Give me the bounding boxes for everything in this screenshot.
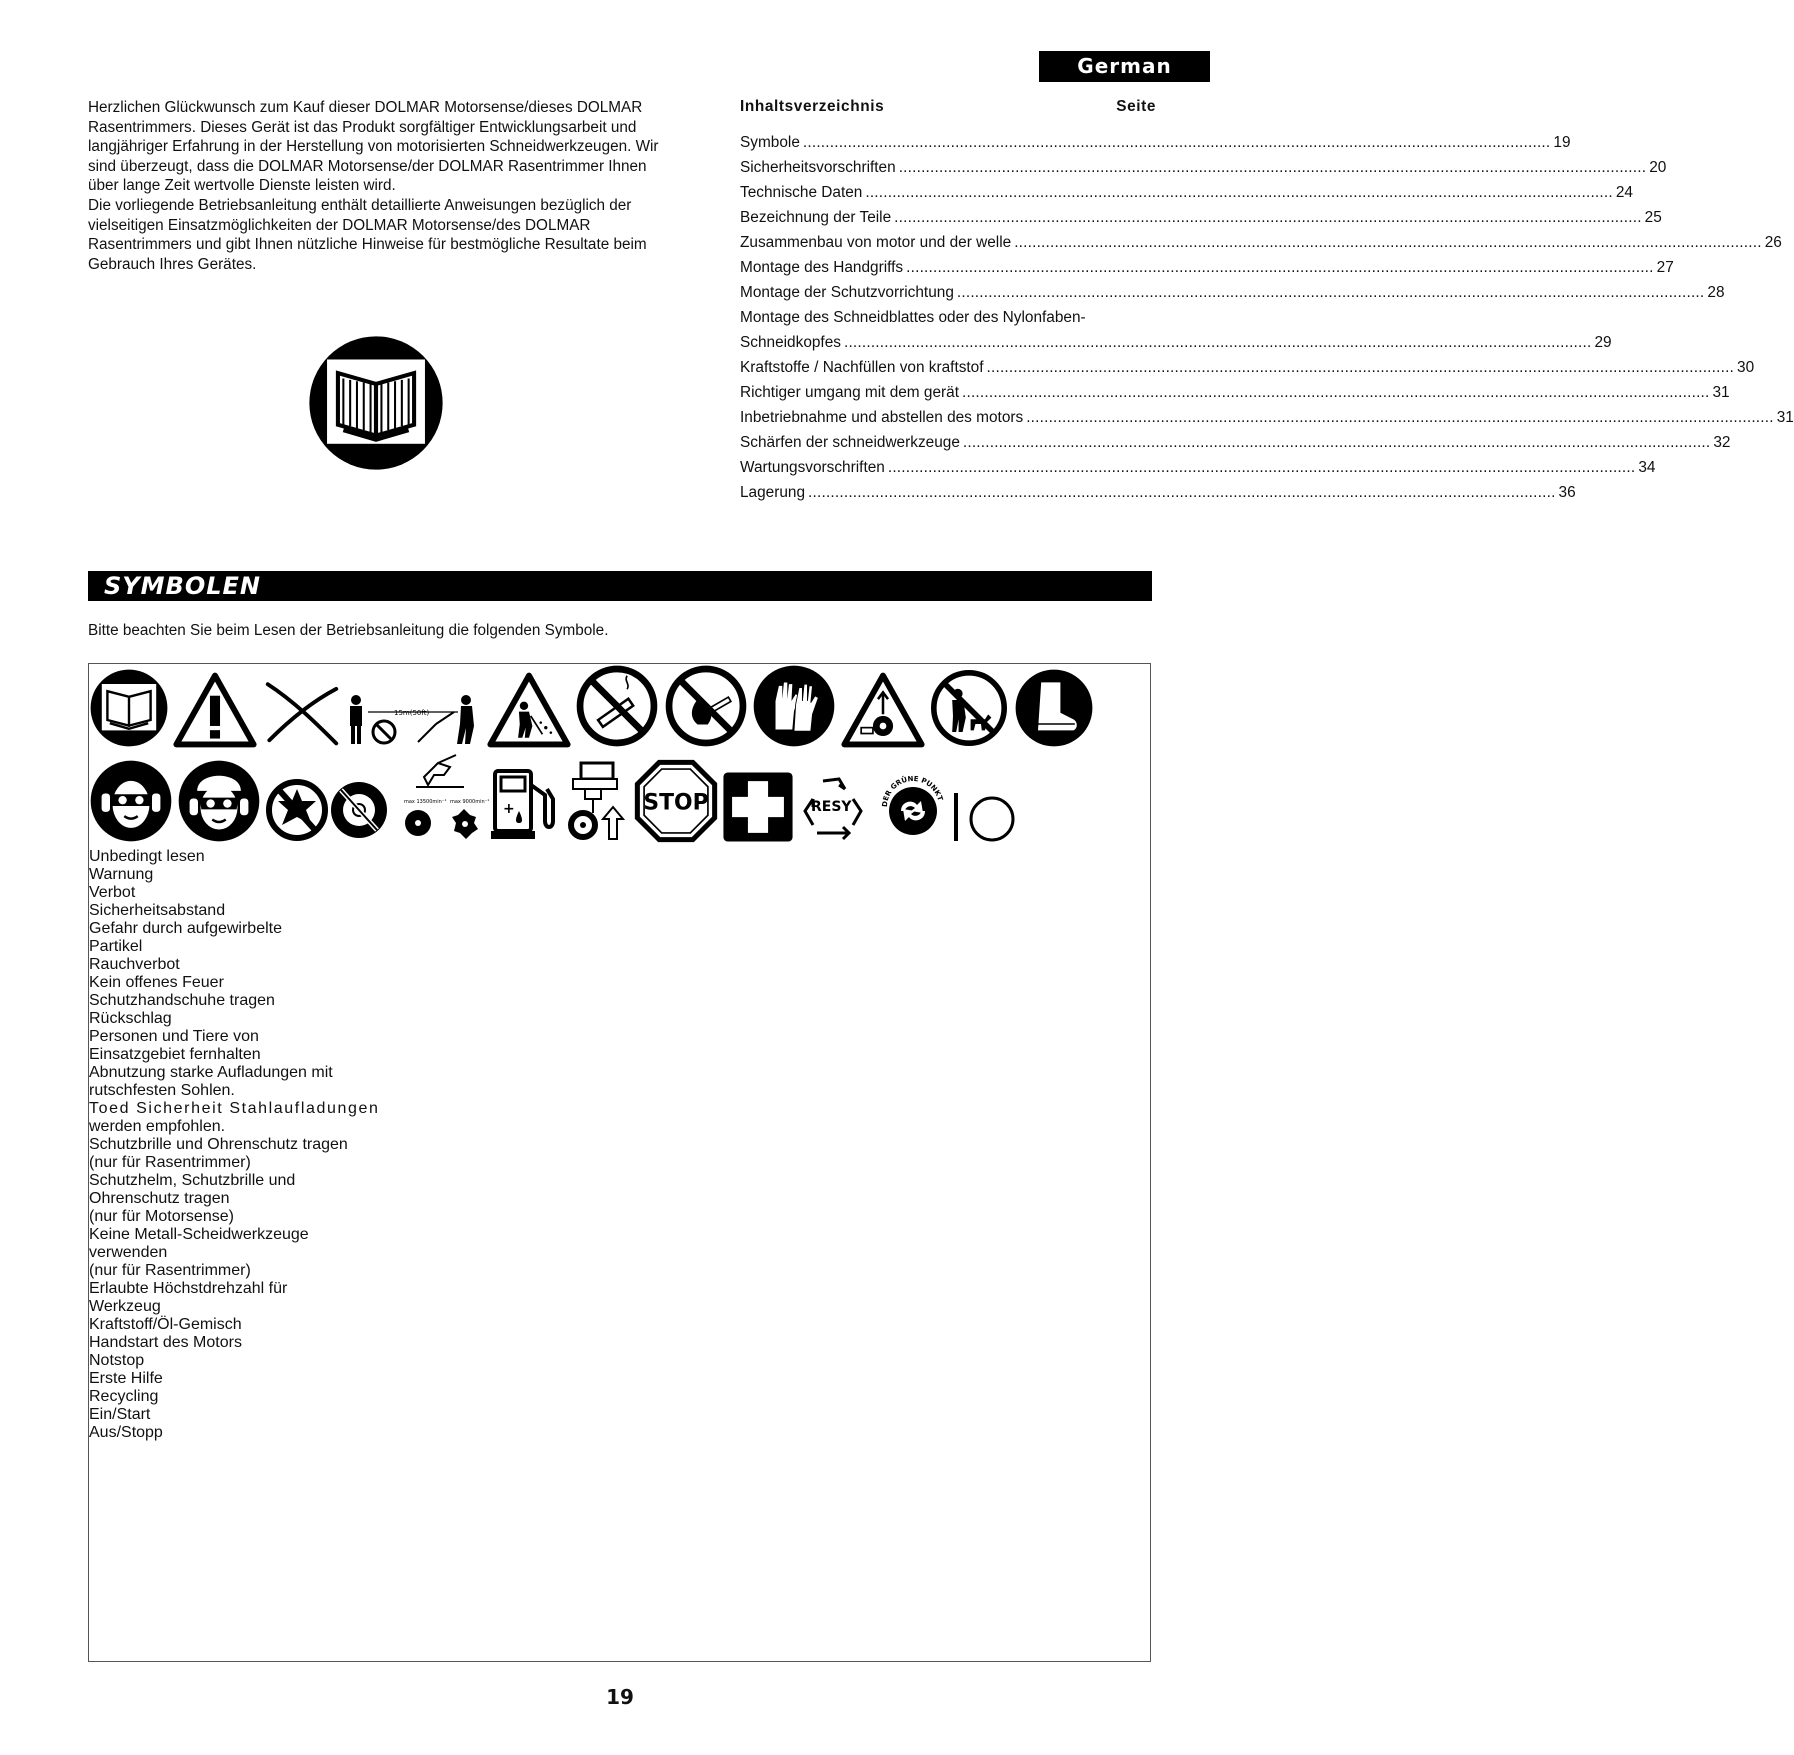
toc-item [740, 130, 1571, 155]
no-smoking-icon [575, 664, 659, 748]
toc-item-label: Lagerung [740, 484, 806, 501]
toc-item-page: 24 [1615, 184, 1633, 201]
symbol-label-line: Notstop [89, 1352, 145, 1369]
toc-leader-dots [1014, 230, 1762, 255]
symbol-label-line: Toed Sicherheit Stahlaufladungen [89, 1100, 380, 1117]
no-open-flame-icon [664, 664, 748, 748]
symbol-label-line: Gefahr durch aufgewirbelte [89, 920, 282, 937]
symbol-label-line: Schutzhelm, Schutzbrille und [89, 1172, 296, 1189]
symbol-label-line: Werkzeug [89, 1298, 161, 1315]
wear-gloves-icon [752, 664, 836, 748]
toc-leader-dots [899, 155, 1647, 180]
toc-item-label: Montage der Schutzvorrichtung [740, 284, 954, 301]
toc-item-label: Inbetriebnahme und abstellen des motors [740, 409, 1024, 426]
symbol-label [89, 1334, 1150, 1352]
symbol-label [89, 1136, 1150, 1172]
toc-item-label: Schneidkopfes [740, 334, 841, 351]
warning-triangle-icon [173, 672, 257, 748]
symbol-label-line: Warnung [89, 866, 154, 883]
toc-leader-dots [1026, 405, 1774, 430]
symbol-label [89, 848, 1150, 866]
toc-item [740, 280, 1725, 305]
toc-item-label: Montage des Handgriffs [740, 259, 904, 276]
read-manual-icon [89, 668, 169, 748]
toc-item [740, 330, 1612, 355]
symbol-label-line: (nur für Rasentrimmer) [89, 1154, 251, 1171]
toc-leader-dots [803, 130, 1551, 155]
toc-item-label: Zusammenbau von motor und der welle [740, 234, 1012, 251]
toc-item-label: Richtiger umgang mit dem gerät [740, 384, 959, 401]
symbol-label [89, 902, 1150, 920]
symbol-label-line: verwenden [89, 1244, 168, 1261]
toc-item [740, 405, 1794, 430]
toc-item-page: 19 [1553, 134, 1571, 151]
safety-distance-icon [346, 694, 482, 748]
symbol-label-line: Unbedingt lesen [89, 848, 205, 865]
toc-page-header: Seite [1116, 98, 1156, 115]
toc-item-label: Montage des Schneidblattes oder des Nylonfaben- [740, 309, 1086, 326]
toc-leader-dots [957, 280, 1705, 305]
symbol-label-line: Keine Metall-Scheidwerkzeuge [89, 1226, 309, 1243]
symbol-label [89, 956, 1150, 974]
toc-item-page: 27 [1656, 259, 1674, 276]
symbol-label [89, 1028, 1150, 1064]
symbol-label-line: Abnutzung starke Aufladungen mit [89, 1064, 333, 1081]
symbol-label-line: Recycling [89, 1388, 159, 1405]
toc-item [740, 305, 1156, 330]
toc-item-label: Schärfen der schneidwerkzeuge [740, 434, 960, 451]
svg-text:max 13500min⁻¹: max 13500min⁻¹ [404, 799, 447, 805]
toc-leader-dots [888, 455, 1636, 480]
symbol-label [89, 1424, 1150, 1442]
symbol-label-line: Personen und Tiere von [89, 1028, 259, 1045]
symbol-label-line: Schutzbrille und Ohrenschutz tragen [89, 1136, 348, 1153]
symbol-label [89, 1352, 1150, 1370]
symbol-label-line: Einsatzgebiet fernhalten [89, 1046, 261, 1063]
keep-bystanders-away-icon [929, 668, 1009, 748]
symbols-table [88, 663, 1151, 1662]
symbol-label [89, 920, 1150, 956]
symbol-label [89, 1388, 1150, 1406]
distance-text: 15m(50ft) [394, 709, 430, 717]
toc-item [740, 155, 1667, 180]
toc-item-page: 34 [1638, 459, 1656, 476]
section-lead: Bitte beachten Sie beim Lesen der Betriebsanleitung die folgenden Symbole. [88, 622, 609, 639]
toc-item-label: Technische Daten [740, 184, 863, 201]
off-stop-icon [968, 795, 1016, 843]
symbol-label-line: Sicherheitsabstand [89, 902, 226, 919]
symbol-label-line: Aus/Stopp [89, 1424, 163, 1441]
toc-item-page: 30 [1737, 359, 1755, 376]
toc-item-page: 36 [1558, 484, 1576, 501]
table-of-contents [740, 98, 1794, 505]
toc-item-page: 28 [1707, 284, 1725, 301]
toc-item [740, 355, 1755, 380]
prohibition-x-icon [262, 678, 342, 748]
flying-debris-warning-icon [487, 672, 571, 748]
symbol-label-line: Handstart des Motors [89, 1334, 242, 1351]
toc-item [740, 430, 1731, 455]
toc-header [740, 98, 1156, 120]
symbol-label-line: Ein/Start [89, 1406, 151, 1423]
symbol-label-line: Kraftstoff/Öl-Gemisch [89, 1316, 242, 1333]
symbol-label [89, 1226, 1150, 1280]
resy-text: RESY [810, 799, 852, 815]
symbol-label-line: Verbot [89, 884, 136, 901]
first-aid-icon [722, 771, 794, 843]
toc-leader-dots [865, 180, 1613, 205]
toc-item-label: Sicherheitsvorschriften [740, 159, 896, 176]
symbol-label [89, 1172, 1150, 1226]
toc-leader-dots [962, 380, 1710, 405]
toc-item-page: 31 [1712, 384, 1730, 401]
symbol-label [89, 974, 1150, 992]
symbol-label [89, 1406, 1150, 1424]
toc-item-page: 29 [1594, 334, 1612, 351]
svg-text:+: + [502, 801, 515, 817]
safety-boots-icon [1014, 668, 1094, 748]
symbol-label [89, 1370, 1150, 1388]
no-metal-blades-icon [266, 777, 390, 843]
symbol-label-line: Rauchverbot [89, 956, 180, 973]
toc-item-page: 20 [1649, 159, 1667, 176]
toc-item-label: Symbole [740, 134, 800, 151]
symbol-label-line: Partikel [89, 938, 143, 955]
toc-item-label: Wartungsvorschriften [740, 459, 885, 476]
symbol-label-line: Erste Hilfe [89, 1370, 163, 1387]
eye-ear-protection-icon [89, 759, 173, 843]
symbol-label-line: Rückschlag [89, 1010, 172, 1027]
toc-item-page: 31 [1776, 409, 1794, 426]
symbol-label [89, 866, 1150, 884]
manual-start-icon [565, 759, 629, 843]
intro-paragraph-1: Herzlichen Glückwunsch zum Kauf dieser DOLMAR Motorsense/dieses DOLMAR Rasentrimmers. Dieses Gerät ist das Produkt sorgfältiger Entwicklungsarbeit und langjähriger Erfahrung in der Herstellung von motorisierten Schneidwerkzeugen. Wir sind überzeugt, dass die DOLMAR Motorsense/der DOLMAR Rasentrimmer Ihnen über lange Zeit wertvolle Dienste leisten wird. [88, 99, 659, 195]
toc-item [740, 455, 1656, 480]
toc-leader-dots [963, 430, 1711, 455]
recycling-icon [799, 771, 947, 843]
intro-text [88, 98, 668, 274]
toc-leader-dots [894, 205, 1642, 230]
fuel-oil-mixture-icon [489, 765, 561, 843]
toc-leader-dots [808, 480, 1556, 505]
emergency-stop-icon [634, 759, 718, 843]
toc-leader-dots [906, 255, 1654, 280]
toc-item-page: 26 [1764, 234, 1782, 251]
toc-item [740, 230, 1782, 255]
symbol-label [89, 1280, 1150, 1316]
symbol-label-line: rutschfesten Sohlen. [89, 1082, 235, 1099]
toc-leader-dots [987, 355, 1735, 380]
symbol-label [89, 992, 1150, 1010]
helmet-eye-ear-protection-icon [177, 759, 261, 843]
symbol-label-line: Kein offenes Feuer [89, 974, 224, 991]
svg-text:max 9000min⁻¹: max 9000min⁻¹ [450, 799, 490, 805]
section-header [88, 571, 1152, 601]
toc-item [740, 480, 1576, 505]
max-speed-icon [394, 753, 490, 843]
symbol-label-line: Schutzhandschuhe tragen [89, 992, 275, 1009]
toc-item-page: 32 [1713, 434, 1731, 451]
intro-paragraph-2: Die vorliegende Betriebsanleitung enthält detaillierte Anweisungen bezüglich der vielseitigen Einsatzmöglichkeiten der DOLMAR Motorsense/des DOLMAR Rasentrimmers und gibt Ihnen nützliche Hinweise für bestmögliche Resultate beim Gebrauch Ihres Gerätes. [88, 196, 647, 273]
toc-item [740, 205, 1662, 230]
toc-item-label: Kraftstoffe / Nachfüllen von kraftstof [740, 359, 984, 376]
toc-title: Inhaltsverzeichnis [740, 98, 885, 115]
symbol-label-line: (nur für Motorsense) [89, 1208, 234, 1225]
symbol-label-line: werden empfohlen. [89, 1118, 226, 1135]
toc-item [740, 380, 1730, 405]
toc-item-label: Bezeichnung der Teile [740, 209, 892, 226]
symbol-label [89, 1316, 1150, 1334]
symbol-label-line: Erlaubte Höchstdrehzahl für [89, 1280, 288, 1297]
read-manual-icon [308, 335, 444, 471]
kickback-warning-icon [841, 672, 925, 748]
on-start-icon [951, 791, 963, 843]
symbol-label-line: Ohrenschutz tragen [89, 1190, 230, 1207]
symbol-label [89, 1010, 1150, 1028]
toc-leader-dots [844, 330, 1592, 355]
symbol-label [89, 1064, 1150, 1136]
section-title: SYMBOLEN [104, 572, 262, 600]
symbol-label-line: (nur für Rasentrimmer) [89, 1262, 251, 1279]
stop-text: STOP [643, 790, 709, 816]
gruene-punkt-text: DER GRÜNE PUNKT [880, 774, 944, 808]
page-number: 19 [606, 1685, 634, 1709]
toc-item [740, 255, 1674, 280]
toc-item [740, 180, 1633, 205]
symbol-label [89, 884, 1150, 902]
toc-item-page: 25 [1644, 209, 1662, 226]
language-tab: German [1039, 51, 1210, 82]
